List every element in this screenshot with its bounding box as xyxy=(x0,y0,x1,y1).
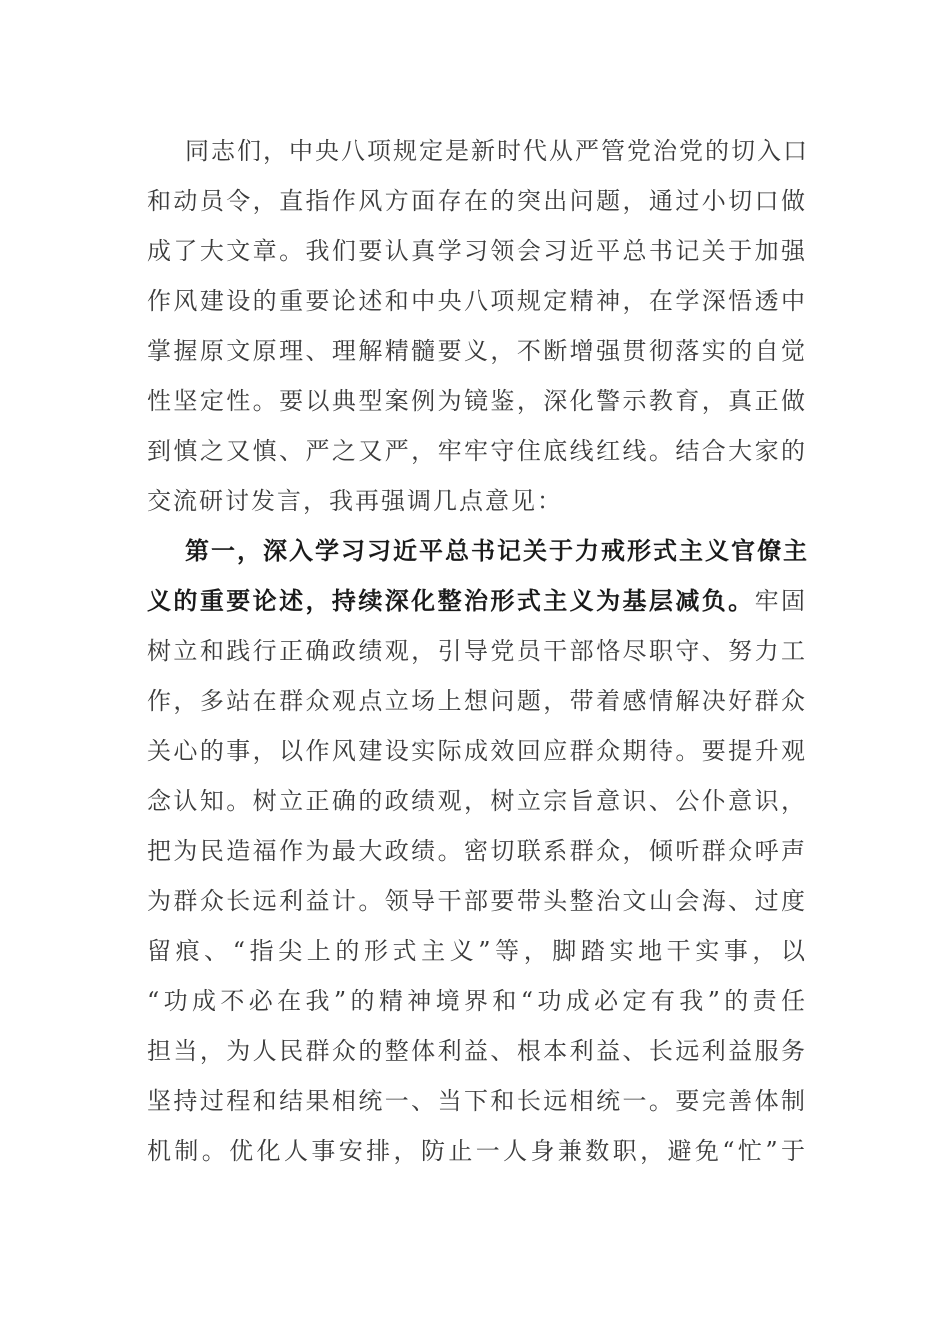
text-line: 关心的事，以作风建设实际成效回应群众期待。要提升观 xyxy=(147,737,807,765)
text-line: 担当，为人民群众的整体利益、根本利益、长远利益服务 xyxy=(147,1037,807,1065)
text-line: 同志们，中央八项规定是新时代从严管党治党的切入口 xyxy=(185,137,809,165)
text-line-mixed xyxy=(147,576,807,626)
text-line: 作，多站在群众观点立场上想问题，带着感情解决好群众 xyxy=(147,687,807,715)
text-line: “功成不必在我”的精神境界和“功成必定有我”的责任 xyxy=(147,987,807,1015)
text-line: 坚持过程和结果相统一、当下和长远相统一。要完善体制 xyxy=(147,1087,807,1115)
text-line: 把为民造福作为最大政绩。密切联系群众，倾听群众呼声 xyxy=(147,837,807,865)
point-heading-line: 第一，深入学习习近平总书记关于力戒形式主义官僚主 xyxy=(185,536,809,565)
document-body xyxy=(147,126,807,1176)
text-line: 树立和践行正确政绩观，引导党员干部恪尽职守、努力工 xyxy=(147,637,807,665)
text-line: 成了大文章。我们要认真学习领会习近平总书记关于加强 xyxy=(147,237,807,265)
text-line: 机制。优化人事安排，防止一人身兼数职，避免“忙”于 xyxy=(147,1137,807,1165)
text-line: 掌握原文原理、理解精髓要义，不断增强贯彻落实的自觉 xyxy=(147,337,807,365)
text-fragment: 牢固 xyxy=(754,587,808,615)
text-line: 到慎之又慎、严之又严，牢牢守住底线红线。结合大家的 xyxy=(147,437,807,465)
text-line: 交流研讨发言，我再强调几点意见： xyxy=(147,487,563,515)
text-line: 和动员令，直指作风方面存在的突出问题，通过小切口做 xyxy=(147,187,807,215)
paragraph-opening xyxy=(147,126,807,526)
paragraph-first-point xyxy=(147,526,807,1176)
text-line: 留痕、“指尖上的形式主义”等，脚踏实地干实事，以 xyxy=(147,937,807,965)
text-line: 作风建设的重要论述和中央八项规定精神，在学深悟透中 xyxy=(147,287,807,315)
text-line: 性坚定性。要以典型案例为镜鉴，深化警示教育，真正做 xyxy=(147,387,807,415)
text-line: 念认知。树立正确的政绩观，树立宗旨意识、公仆意识， xyxy=(147,787,807,815)
text-line: 为群众长远利益计。领导干部要带头整治文山会海、过度 xyxy=(147,887,807,915)
point-heading-tail: 义的重要论述，持续深化整治形式主义为基层减负。 xyxy=(147,586,755,615)
